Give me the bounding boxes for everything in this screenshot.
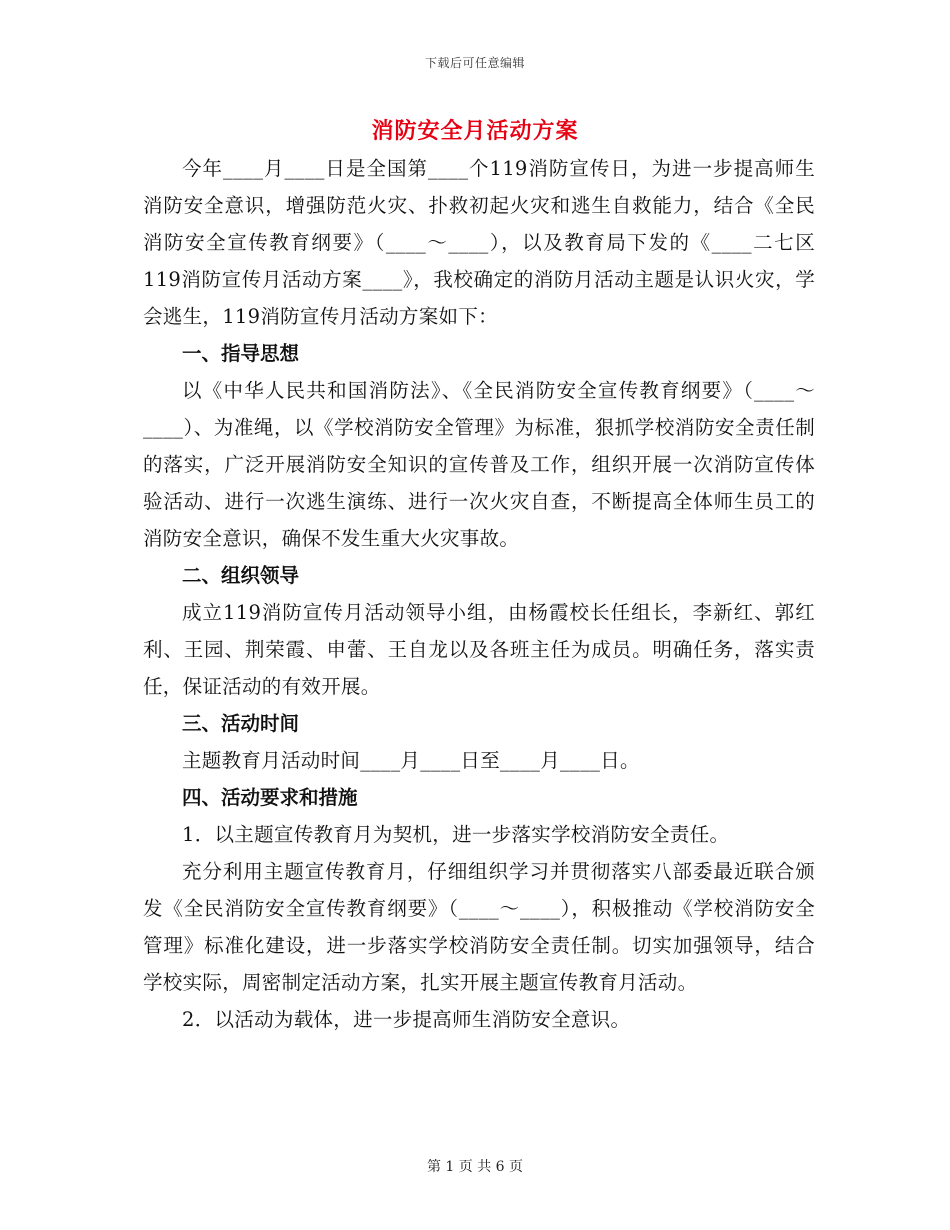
section-heading-guiding-ideology: 一、指导思想 [182, 342, 300, 365]
section-paragraph-organization: 成立119消防宣传月活动领导小组，由杨霞校长任组长，李新红、郭红利、王园、荆荣霞、申蕾、王自龙以及各班主任为成员。明确任务，落实责任，保证活动的有效开展。 [143, 601, 815, 698]
document-body [143, 150, 815, 1038]
section-heading-requirements: 四、活动要求和措施 [182, 786, 358, 809]
section-paragraph-activity-time: 主题教育月活动时间____月____日至____月____日。 [182, 749, 640, 772]
intro-paragraph: 今年____月____日是全国第____个119消防宣传日，为进一步提高师生消防安全意识，增强防范火灾、扑救初起火灾和逃生自救能力，结合《全民消防安全宣传教育纲要》（____～____），以及教育局下发的《____二七区119消防宣传月活动方案____》，我校确定的消防月活动主题是认识火灾，学会逃生，119消防宣传月活动方案如下： [143, 157, 815, 328]
section-heading-activity-time: 三、活动时间 [182, 712, 300, 735]
section-heading-organization: 二、组织领导 [182, 564, 300, 587]
page-footer-page-info: 第 1 页 共 6 页 [426, 1159, 524, 1175]
requirement-item-1: 1．以主题宣传教育月为契机，进一步落实学校消防安全责任。 [182, 823, 730, 846]
document-title: 消防安全月活动方案 [371, 119, 579, 144]
section-paragraph-guiding-ideology: 以《中华人民共和国消防法》、《全民消防安全宣传教育纲要》（____～____）、为准绳，以《学校消防安全管理》为标准，狠抓学校消防安全责任制的落实，广泛开展消防安全知识的宣传普及工作，组织开展一次消防宣传体验活动、进行一次逃生演练、进行一次火灾自查，不断提高全体师生员工的消防安全意识，确保不发生重大火灾事故。 [143, 379, 815, 550]
requirement-item-2: 2．以活动为载体，进一步提高师生消防安全意识。 [182, 1008, 631, 1031]
section-paragraph-requirements: 充分利用主题宣传教育月，仔细组织学习并贯彻落实八部委最近联合颁发《全民消防安全宣传教育纲要》（____～____），积极推动《学校消防安全管理》标准化建设，进一步落实学校消防安全责任制。切实加强领导，结合学校实际，周密制定活动方案，扎实开展主题宣传教育月活动。 [143, 860, 815, 994]
page-header-note: 下载后可任意编辑 [424, 56, 525, 70]
